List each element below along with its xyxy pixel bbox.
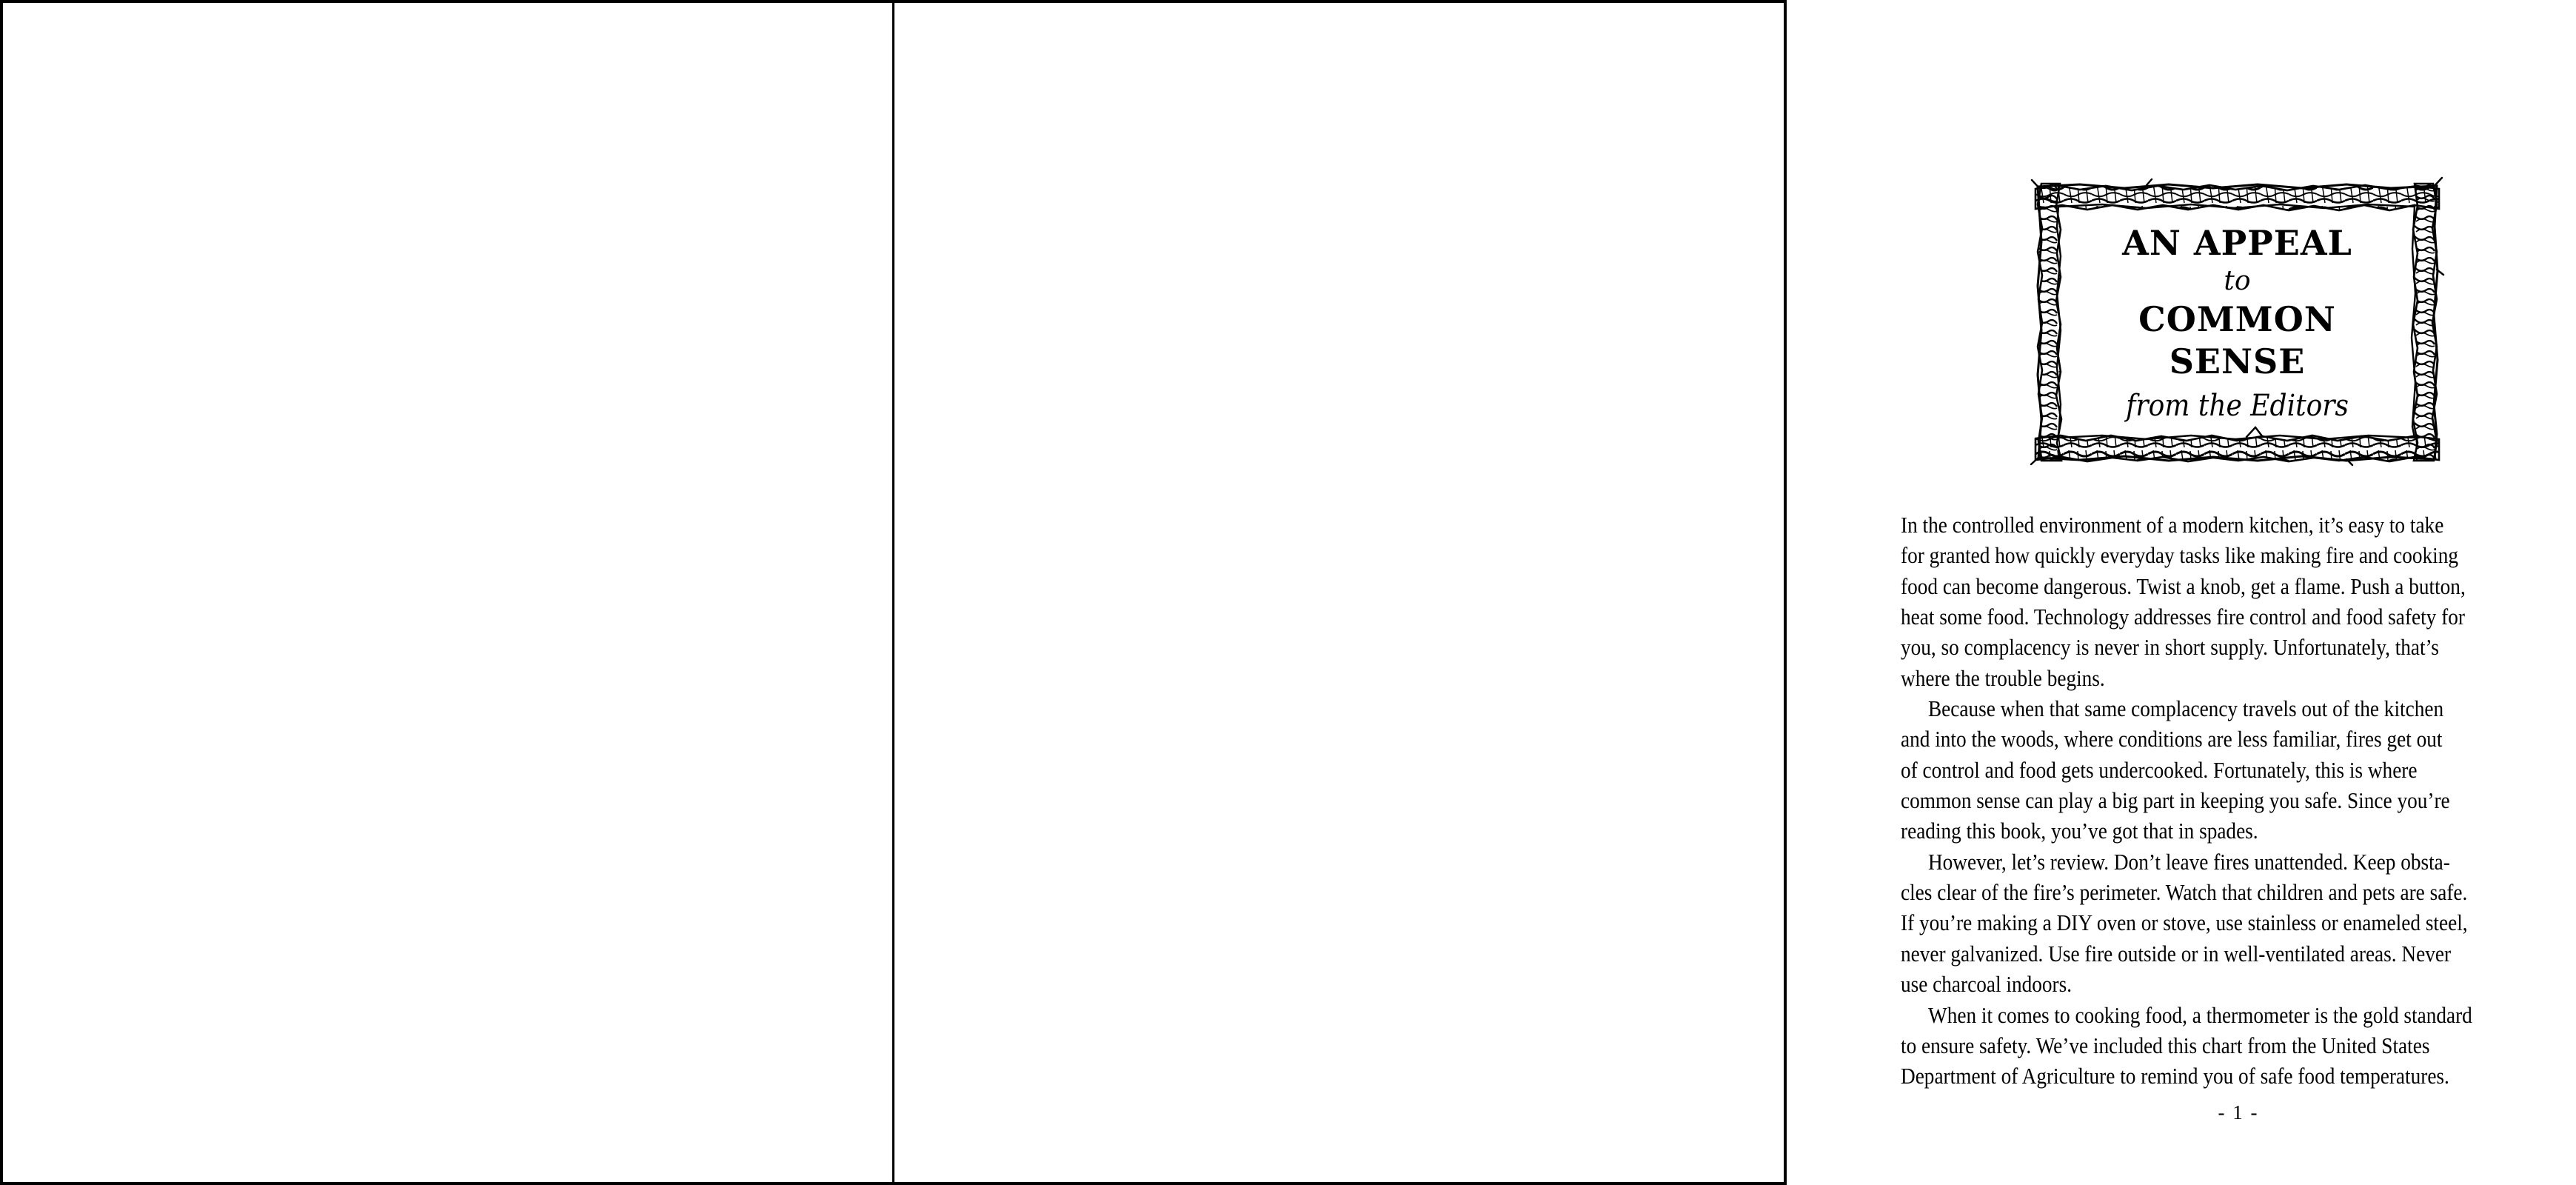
body-text-line: Department of Agriculture to remind you of safe food temperatures.: [1901, 1063, 2449, 1089]
body-text-line: of control and food gets undercooked. Fortunately, this is where: [1901, 756, 2418, 783]
body-text-line: you, so complacency is never in short supply. Unfortunately, that’s: [1901, 634, 2439, 661]
body-text-line: When it comes to cooking food, a thermometer is the gold standard: [1927, 1001, 2472, 1028]
plaque-line-from-the-editors: from the Editors: [2126, 389, 2349, 423]
plaque-line-sense: SENSE: [2169, 341, 2306, 381]
body-text-line: In the controlled environment of a modern kitchen, it’s easy to take: [1901, 512, 2444, 538]
paragraph-1: [1901, 510, 2576, 693]
plaque-line-common: COMMON: [2138, 299, 2336, 339]
body-text-line: use charcoal indoors.: [1901, 971, 2072, 998]
plaque-line-to: to: [2224, 266, 2251, 296]
plaque-line-an-appeal: AN APPEAL: [2122, 223, 2352, 263]
page-number: - 1 -: [2218, 1101, 2259, 1124]
plaque-title: [2061, 182, 2414, 429]
body-text-line: where the trouble begins.: [1901, 664, 2105, 691]
body-text-line: reading this book, you’ve got that in spades.: [1901, 818, 2258, 844]
body-text-line: Because when that same complacency travels out of the kitchen: [1927, 695, 2444, 722]
body-text-line: common sense can play a big part in keeping you safe. Since you’re: [1901, 787, 2450, 814]
paragraph-3: [1901, 847, 2576, 1000]
body-text-line: heat some food. Technology addresses fire control and food safety for: [1901, 604, 2465, 630]
body-text-line: food can become dangerous. Twist a knob, get a flame. Push a button,: [1901, 573, 2466, 599]
body-text-line: cles clear of the fire’s perimeter. Watch that children and pets are safe.: [1901, 879, 2468, 906]
body-text-line: never galvanized. Use fire outside or in well-ventilated areas. Never: [1901, 940, 2452, 967]
left-page: [3, 3, 892, 1182]
body-text-line: and into the woods, where conditions are less familiar, fires get out: [1901, 726, 2443, 752]
paragraph-4: [1901, 1000, 2576, 1092]
right-page: [894, 3, 2472, 1182]
title-plaque: [2035, 182, 2439, 462]
body-text-line: However, let’s review. Don’t leave fires unattended. Keep obsta-: [1927, 848, 2450, 875]
paragraph-2: [1901, 693, 2576, 847]
body-text: [1901, 510, 2576, 1092]
body-text-line: for granted how quickly everyday tasks like making fire and cooking: [1901, 542, 2459, 569]
body-text-line: to ensure safety. We’ve included this chart from the United States: [1901, 1032, 2430, 1058]
body-text-line: If you’re making a DIY oven or stove, use stainless or enameled steel,: [1901, 909, 2468, 936]
